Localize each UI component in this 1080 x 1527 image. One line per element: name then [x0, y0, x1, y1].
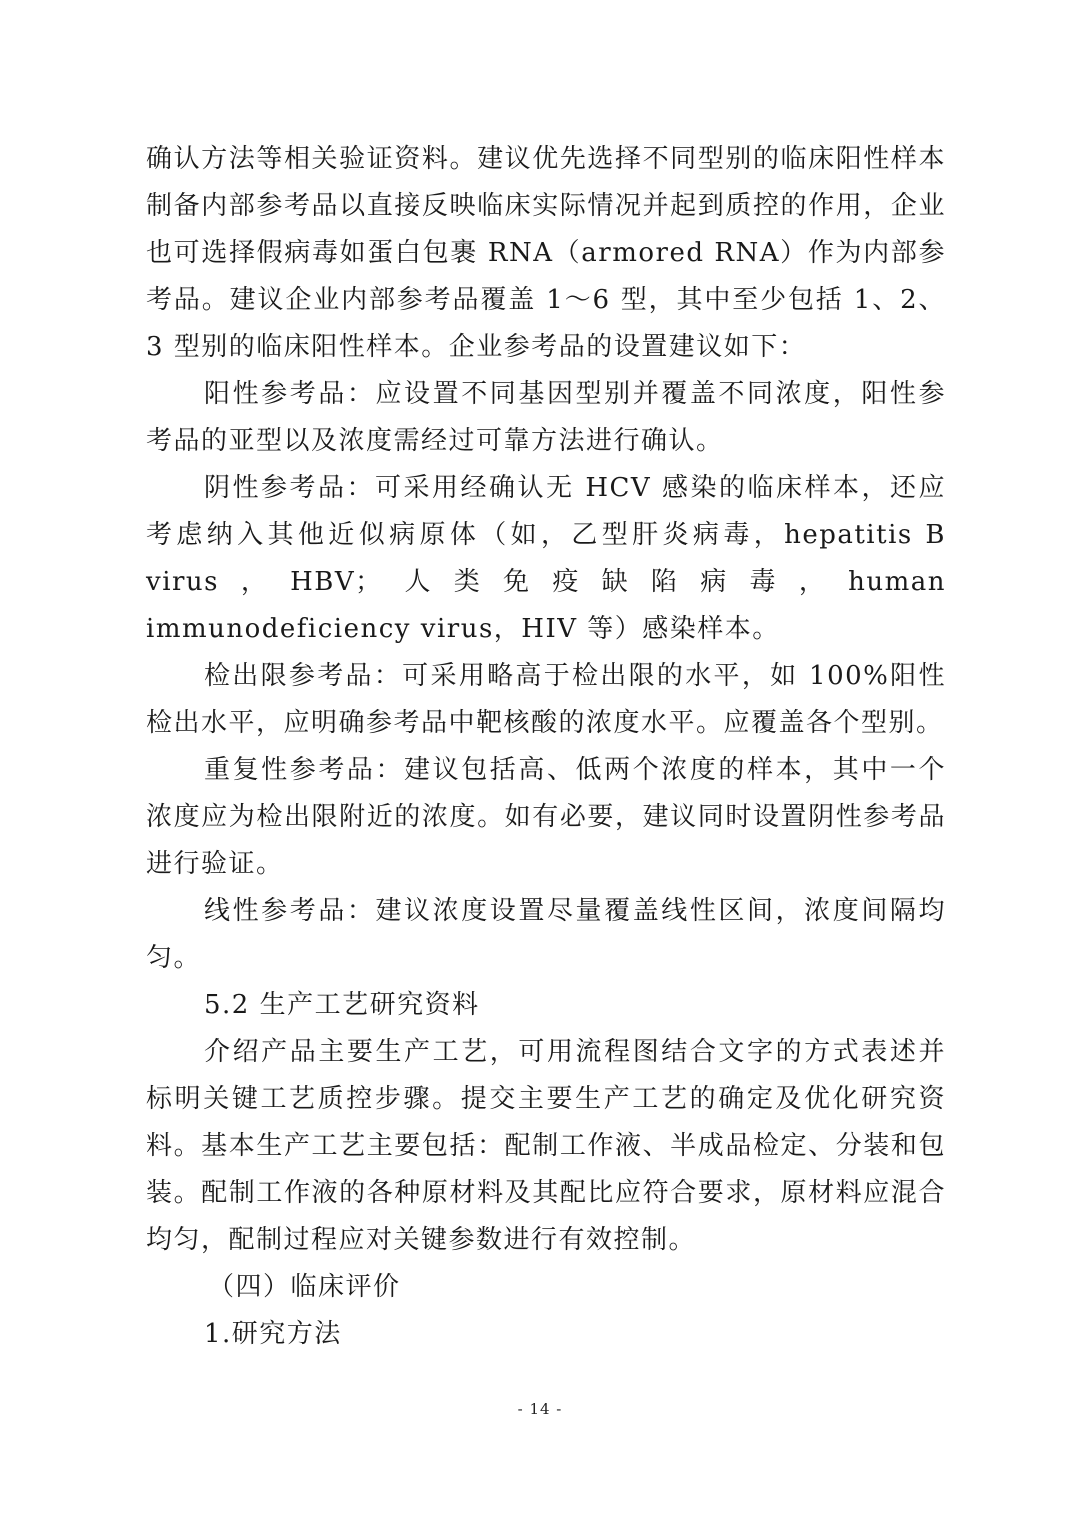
section-heading-production-process: 5.2 生产工艺研究资料: [204, 990, 480, 1020]
paragraph-linearity-reference: 线性参考品：建议浓度设置尽量覆盖线性区间，浓度间隔均匀。: [146, 896, 946, 973]
section-heading-research-method: 1.研究方法: [204, 1319, 342, 1349]
paragraph-reference-materials-intro: 确认方法等相关验证资料。建议优先选择不同型别的临床阳性样本制备内部参考品以直接反映临床实际情况并起到质控的作用，企业也可选择假病毒如蛋白包裹 RNA（armored RNA）作为内部参考品。建议企业内部参考品覆盖 1～6 型，其中至少包括 1、2、3 型别的临床阳性样本。企业参考品的设置建议如下：: [146, 144, 946, 362]
section-heading-clinical-evaluation: （四）临床评价: [208, 1272, 401, 1302]
paragraph-positive-reference: 阳性参考品：应设置不同基因型别并覆盖不同浓度，阳性参考品的亚型以及浓度需经过可靠方法进行确认。: [146, 379, 946, 456]
paragraph-repeatability-reference: 重复性参考品：建议包括高、低两个浓度的样本，其中一个浓度应为检出限附近的浓度。如有必要，建议同时设置阴性参考品进行验证。: [146, 755, 946, 879]
paragraph-production-process: 介绍产品主要生产工艺，可用流程图结合文字的方式表述并标明关键工艺质控步骤。提交主要生产工艺的确定及优化研究资料。基本生产工艺主要包括：配制工作液、半成品检定、分装和包装。配制工作液的各种原材料及其配比应符合要求，原材料应混合均匀，配制过程应对关键参数进行有效控制。: [146, 1037, 946, 1255]
paragraph-negative-reference: 阴性参考品：可采用经确认无 HCV 感染的临床样本，还应考虑纳入其他近似病原体（如，乙型肝炎病毒，hepatitis B virus，HBV；人类免疫缺陷病毒，human immunodeficiency virus，HIV 等）感染样本。: [146, 473, 946, 644]
page-body: [146, 136, 946, 1358]
paragraph-detection-limit-reference: 检出限参考品：可采用略高于检出限的水平，如 100%阳性检出水平，应明确参考品中靶核酸的浓度水平。应覆盖各个型别。: [146, 661, 946, 738]
page-number: - 14 -: [517, 1400, 563, 1418]
